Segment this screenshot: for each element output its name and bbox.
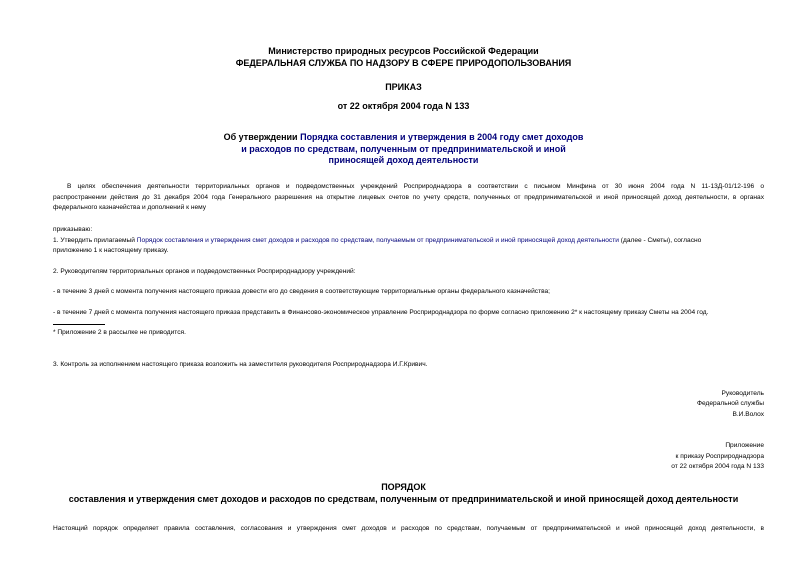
- procedure-title: ПОРЯДОК: [381, 482, 426, 492]
- item-1-suffix: (далее - Сметы), согласно: [618, 237, 702, 244]
- signature-name: В.И.Волох: [732, 411, 764, 418]
- procedure-link[interactable]: Порядок составления и утверждения смет доходов и расходов по средствам, получаемым от предпринимательской и иной приносящей доход деятельности: [136, 237, 619, 244]
- preamble-line-3: федерального казначейства и дополнений к нему: [53, 204, 207, 211]
- signature-title-2: Федеральной службы: [696, 400, 764, 407]
- signature-title-1: Руководитель: [721, 390, 764, 397]
- doc-date: от 22 октября 2004 года N 133: [337, 101, 470, 111]
- procedure-intro: Настоящий порядок определяет правила составления, согласования и утверждения смет доходов и расходов по средствам, получаемым от предпринимательской и иной приносящей доход деятельности, в: [53, 525, 764, 532]
- ministry-name: Министерство природных ресурсов Российской Федерации: [268, 46, 539, 56]
- footnote-divider: [53, 324, 105, 325]
- orders-word: приказываю:: [53, 226, 93, 233]
- item-2: 2. Руководителям территориальных органов и подведомственных Росприроднадзору учреждений:: [53, 268, 356, 275]
- subject-prefix: Об утверждении: [223, 132, 301, 142]
- subject-line-2[interactable]: и расходов по средствам, полученным от предпринимательской и иной: [241, 144, 566, 154]
- item-3: 3. Контроль за исполнением настоящего приказа возложить на заместителя руководителя Росприроднадзора И.Г.Кривич.: [53, 361, 428, 368]
- preamble-line-1: В целях обеспечения деятельности территориальных органов и подведомственных учреждений Росприроднадзора в соответствии с письмом Минфина от 30 июня 2004 года N 11-13Д-01/12-196 о: [67, 183, 764, 190]
- item-2-b: - в течение 7 дней с момента получения настоящего приказа представить в Финансово-экономическое управление Росприроднадзора по форме согласно приложению 2* к настоящему приказу Сметы на 2004 год.: [53, 309, 709, 316]
- item-1-prefix: 1. Утвердить прилагаемый: [53, 237, 137, 244]
- preamble-line-2: распространении действия до 31 декабря 2004 года Генерального разрешения на открытие лицевых счетов по учету средств, полученных от предпринимательской и иной приносящей доход деятельности, в органах: [53, 194, 764, 201]
- appendix-label: Приложение: [725, 442, 764, 449]
- item-2-a: - в течение 3 дней с момента получения настоящего приказа довести его до сведения в соответствующие территориальные органы федерального казначейства;: [53, 288, 551, 295]
- service-name: ФЕДЕРАЛЬНАЯ СЛУЖБА ПО НАДЗОРУ В СФЕРЕ ПРИРОДОПОЛЬЗОВАНИЯ: [235, 58, 572, 68]
- footnote: * Приложение 2 в рассылке не приводится.: [53, 329, 186, 336]
- subject-line-1: [0, 132, 807, 143]
- item-1: [53, 236, 701, 247]
- appendix-date: от 22 октября 2004 года N 133: [671, 463, 764, 470]
- subject-link[interactable]: Порядка составления и утверждения в 2004 году смет доходов: [300, 132, 584, 142]
- subject-line-3[interactable]: приносящей доход деятельности: [328, 155, 479, 165]
- procedure-subtitle: составления и утверждения смет доходов и расходов по средствам, полученным от предпринимательской и иной приносящей доход деятельности: [68, 494, 739, 504]
- item-1-line-2: приложению 1 к настоящему приказу.: [53, 247, 169, 254]
- doc-type: ПРИКАЗ: [385, 82, 422, 92]
- appendix-ref: к приказу Росприроднадзора: [675, 453, 764, 460]
